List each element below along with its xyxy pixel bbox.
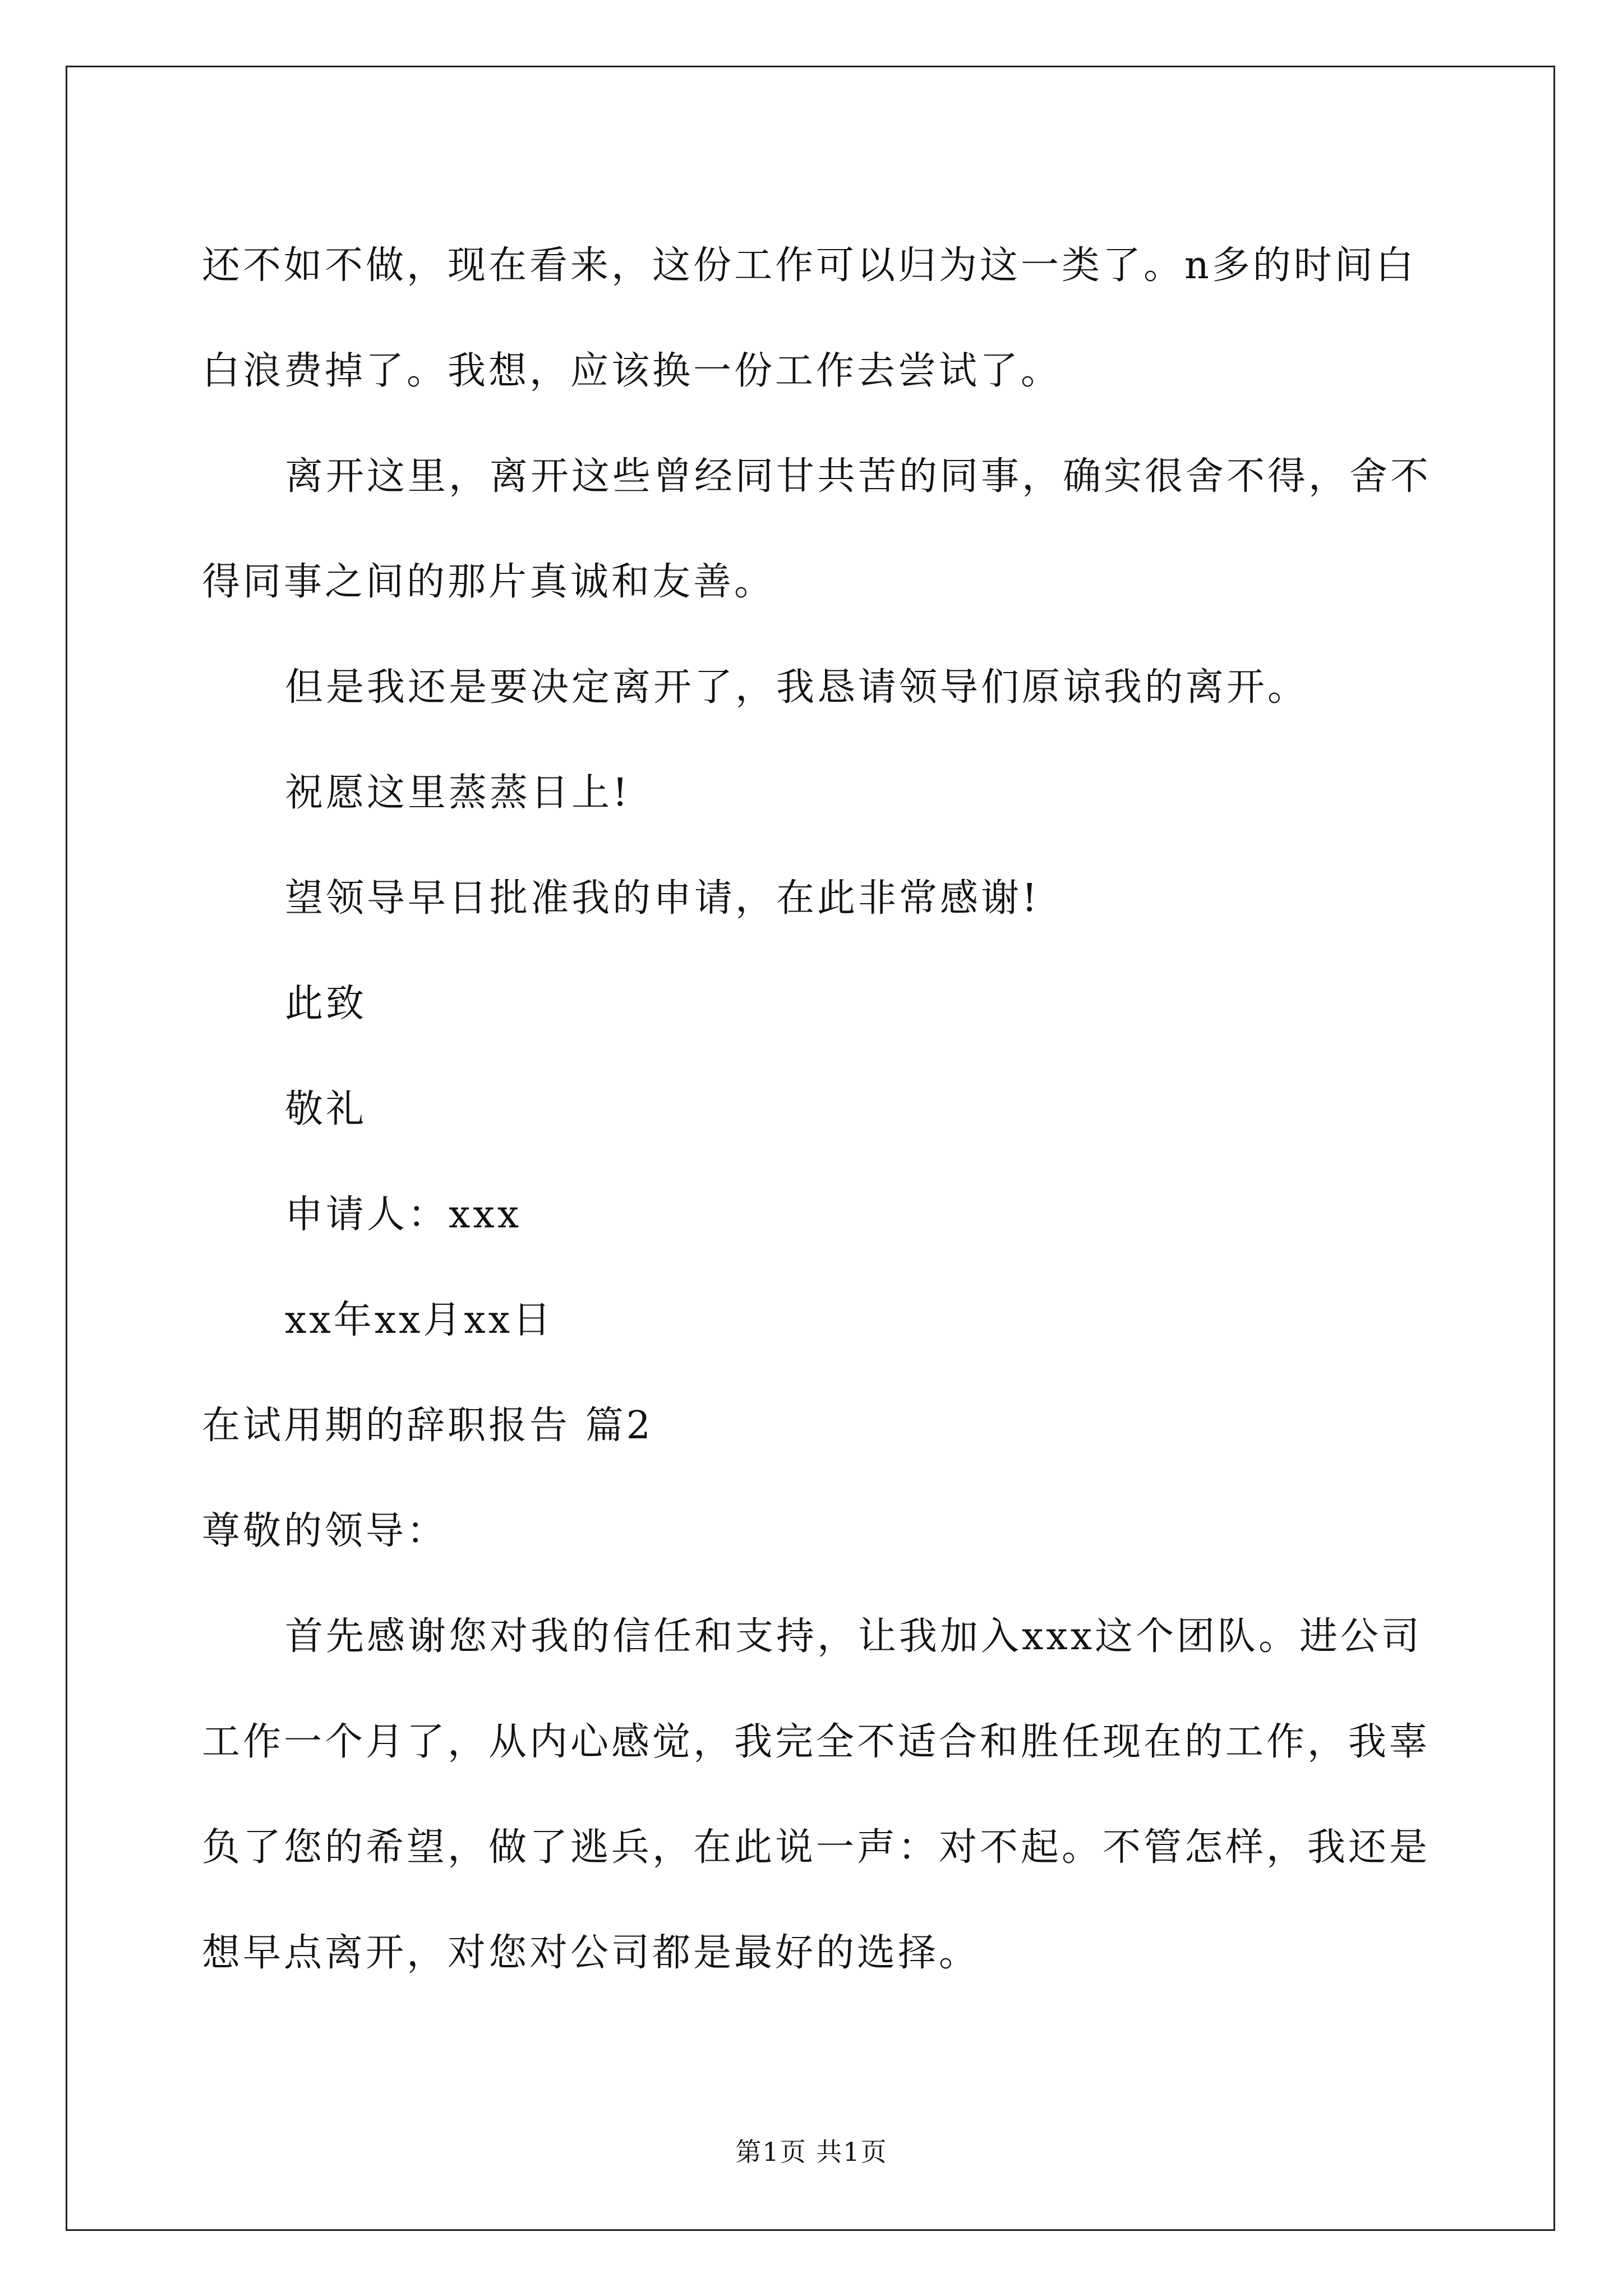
text-line-1: 还不如不做，现在看来，这份工作可以归为这一类了。n多的时间白 [202, 243, 1417, 288]
text-line-2: 白浪费掉了。我想，应该换一份工作去尝试了。 [202, 349, 1062, 393]
applicant-signature: 申请人：xxx [285, 1193, 522, 1237]
closing-salutation: 此致 [285, 982, 367, 1026]
text-line-7: 望领导早日批准我的申请，在此非常感谢! [285, 876, 1040, 921]
text-line-15: 工作一个月了，从内心感觉，我完全不适合和胜任现在的工作，我辜 [202, 1720, 1431, 1764]
section-heading: 在试用期的辞职报告 篇2 [202, 1404, 653, 1448]
text-line-6: 祝愿这里蒸蒸日上! [285, 771, 631, 815]
closing-regards: 敬礼 [285, 1087, 367, 1131]
text-line-14: 首先感谢您对我的信任和支持，让我加入xxx这个团队。进公司 [285, 1614, 1423, 1659]
document-body [202, 213, 1432, 2006]
page-footer: 第1页 共1页 [735, 2137, 888, 2167]
date-line: xx年xx月xx日 [285, 1298, 554, 1342]
text-line-4: 得同事之间的那片真诚和友善。 [202, 560, 776, 604]
text-line-17: 想早点离开，对您对公司都是最好的选择。 [202, 1931, 980, 1975]
greeting: 尊敬的领导： [202, 1509, 448, 1553]
text-line-3: 离开这里，离开这些曾经同甘共苦的同事，确实很舍不得，舍不 [285, 454, 1432, 499]
text-line-5: 但是我还是要决定离开了，我恳请领导们原谅我的离开。 [285, 665, 1309, 710]
text-line-16: 负了您的希望，做了逃兵，在此说一声：对不起。不管怎样，我还是 [202, 1825, 1431, 1870]
